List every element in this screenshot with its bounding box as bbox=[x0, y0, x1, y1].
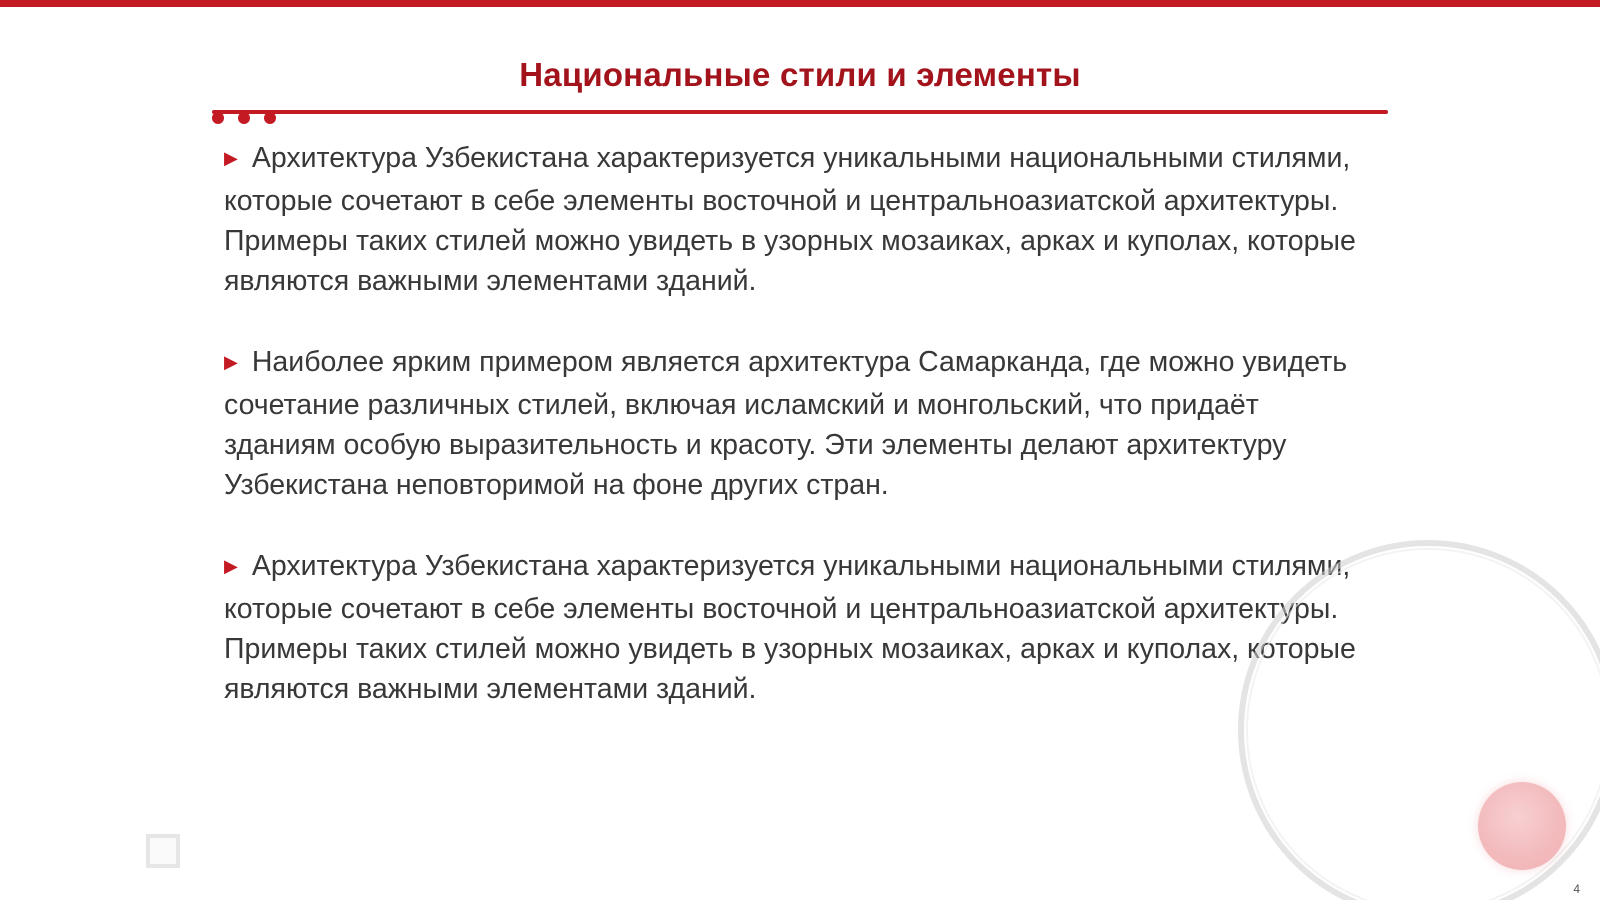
bullet-text: Наиболее ярким примером является архитектура Самарканда, где можно увидеть сочетание различных стилей, включая исламский и монгольский, что придаёт зданиям особую выразительность и красоту. Эти элементы делают архитектуру Узбекистана неповторимой на фоне других стран. bbox=[224, 346, 1348, 501]
bullet-list bbox=[224, 138, 1374, 750]
bullet-item bbox=[224, 546, 1374, 709]
decorative-dot bbox=[264, 112, 276, 124]
bullet-text: Архитектура Узбекистана характеризуется уникальными национальными стилями, которые сочетают в себе элементы восточной и центральноазиатской архитектуры. Примеры таких стилей можно увидеть в узорных мозаиках, арках и куполах, которые являются важными элементами зданий. bbox=[224, 550, 1356, 705]
triangle-right-icon: ▶ bbox=[224, 148, 238, 168]
bullet-text: Архитектура Узбекистана характеризуется уникальными национальными стилями, которые сочетают в себе элементы восточной и центральноазиатской архитектуры. Примеры таких стилей можно увидеть в узорных мозаиках, арках и куполах, которые являются важными элементами зданий. bbox=[224, 142, 1356, 297]
title-underline-dots bbox=[212, 112, 276, 124]
decorative-pink-circle bbox=[1478, 782, 1566, 870]
decorative-square bbox=[146, 834, 180, 868]
top-accent-bar bbox=[0, 0, 1600, 7]
slide-title: Национальные стили и элементы bbox=[519, 56, 1081, 93]
bullet-item bbox=[224, 342, 1374, 505]
triangle-right-icon: ▶ bbox=[224, 352, 238, 372]
triangle-right-icon: ▶ bbox=[224, 556, 238, 576]
title-underline bbox=[212, 110, 1388, 114]
decorative-dot bbox=[212, 112, 224, 124]
page-number: 4 bbox=[1573, 882, 1580, 896]
decorative-dot bbox=[238, 112, 250, 124]
bullet-item bbox=[224, 138, 1374, 301]
